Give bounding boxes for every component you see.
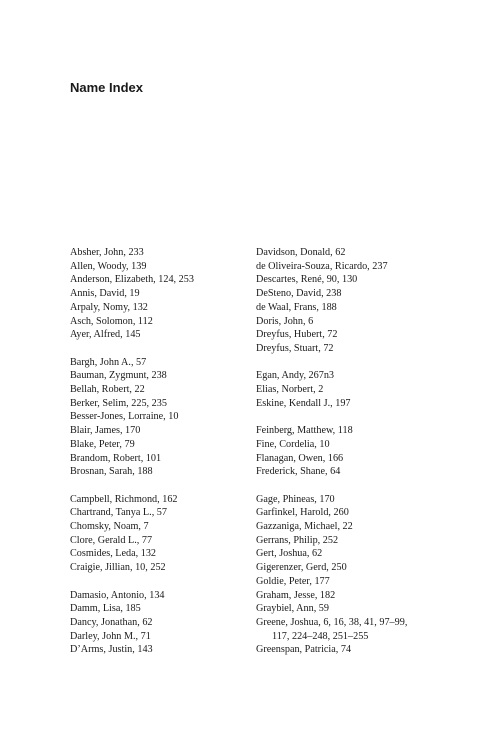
index-group-f xyxy=(256,424,431,479)
index-entry: Chomsky, Noam, 7 xyxy=(70,521,149,533)
index-entry: Garfinkel, Harold, 260 xyxy=(256,507,349,519)
index-entry: Dreyfus, Stuart, 72 xyxy=(256,342,334,354)
index-entry: Bellah, Robert, 22 xyxy=(70,384,145,396)
index-entry: Dreyfus, Hubert, 72 xyxy=(256,329,338,341)
index-entry: Berker, Selim, 225, 235 xyxy=(70,397,167,409)
index-entry: Chartrand, Tanya L., 57 xyxy=(70,507,167,519)
index-entry: Frederick, Shane, 64 xyxy=(256,466,341,478)
index-group-d-cont xyxy=(256,246,431,356)
index-entry: Blake, Peter, 79 xyxy=(70,438,135,450)
index-entry: Gert, Joshua, 62 xyxy=(256,548,323,560)
index-group-c xyxy=(70,493,245,575)
index-entry: Gigerenzer, Gerd, 250 xyxy=(256,562,347,574)
index-entry: Egan, Andy, 267n3 xyxy=(256,370,335,382)
index-entry: Clore, Gerald L., 77 xyxy=(70,534,153,546)
index-entry: Arpaly, Nomy, 132 xyxy=(70,301,148,313)
index-entry: Fine, Cordelia, 10 xyxy=(256,438,330,450)
index-entry: Allen, Woody, 139 xyxy=(70,260,147,272)
index-entry: Bauman, Zygmunt, 238 xyxy=(70,370,167,382)
index-entry: Graham, Jesse, 182 xyxy=(256,589,336,601)
index-entry: Dancy, Jonathan, 62 xyxy=(70,616,153,628)
index-group-a xyxy=(70,246,245,342)
index-entry: Gage, Phineas, 170 xyxy=(256,493,335,505)
index-entry: Brosnan, Sarah, 188 xyxy=(70,466,153,478)
index-entry: Flanagan, Owen, 166 xyxy=(256,452,344,464)
index-entry: Graybiel, Ann, 59 xyxy=(256,603,329,615)
index-entry: Gerrans, Philip, 252 xyxy=(256,534,339,546)
index-entry: Goldie, Peter, 177 xyxy=(256,575,330,587)
index-entry: Ayer, Alfred, 145 xyxy=(70,329,141,341)
index-entry: Descartes, René, 90, 130 xyxy=(256,274,358,286)
index-entry-continuation: 117, 224–248, 251–255 xyxy=(272,630,369,642)
index-entry: Gazzaniga, Michael, 22 xyxy=(256,521,353,533)
index-entry: Craigie, Jillian, 10, 252 xyxy=(70,562,166,574)
index-entry: Doris, John, 6 xyxy=(256,315,314,327)
index-group-e xyxy=(256,369,431,410)
index-entry: Asch, Solomon, 112 xyxy=(70,315,153,327)
index-entry: de Waal, Frans, 188 xyxy=(256,301,337,313)
index-entry: de Oliveira-Souza, Ricardo, 237 xyxy=(256,260,388,272)
index-entry: Annis, David, 19 xyxy=(70,288,140,300)
index-entry: Cosmides, Leda, 132 xyxy=(70,548,157,560)
index-entry: Elias, Norbert, 2 xyxy=(256,384,324,396)
index-group-g xyxy=(256,493,431,657)
index-entry: Absher, John, 233 xyxy=(70,247,144,258)
index-column-left xyxy=(70,246,245,671)
index-group-d xyxy=(70,589,245,658)
index-entry: Besser-Jones, Lorraine, 10 xyxy=(70,411,179,423)
index-entry: Damasio, Antonio, 134 xyxy=(70,589,165,601)
index-column-right xyxy=(256,246,431,671)
index-entry: Campbell, Richmond, 162 xyxy=(70,493,178,505)
index-entry: Greenspan, Patricia, 74 xyxy=(256,644,352,656)
index-entry: D’Arms, Justin, 143 xyxy=(70,644,153,656)
index-group-b xyxy=(70,356,245,479)
index-entry: Brandom, Robert, 101 xyxy=(70,452,162,464)
index-entry: Damm, Lisa, 185 xyxy=(70,603,141,615)
index-entry: Davidson, Donald, 62 xyxy=(256,247,346,258)
page-title: Name Index xyxy=(70,80,143,95)
index-entry: Anderson, Elizabeth, 124, 253 xyxy=(70,274,194,286)
index-entry: Blair, James, 170 xyxy=(70,425,141,437)
index-entry: DeSteno, David, 238 xyxy=(256,288,342,300)
index-entry: Feinberg, Matthew, 118 xyxy=(256,425,353,437)
index-entry: Eskine, Kendall J., 197 xyxy=(256,397,351,409)
index-entry: Bargh, John A., 57 xyxy=(70,356,147,368)
index-entry: Darley, John M., 71 xyxy=(70,630,151,642)
index-entry: Greene, Joshua, 6, 16, 38, 41, 97–99, xyxy=(256,616,408,628)
